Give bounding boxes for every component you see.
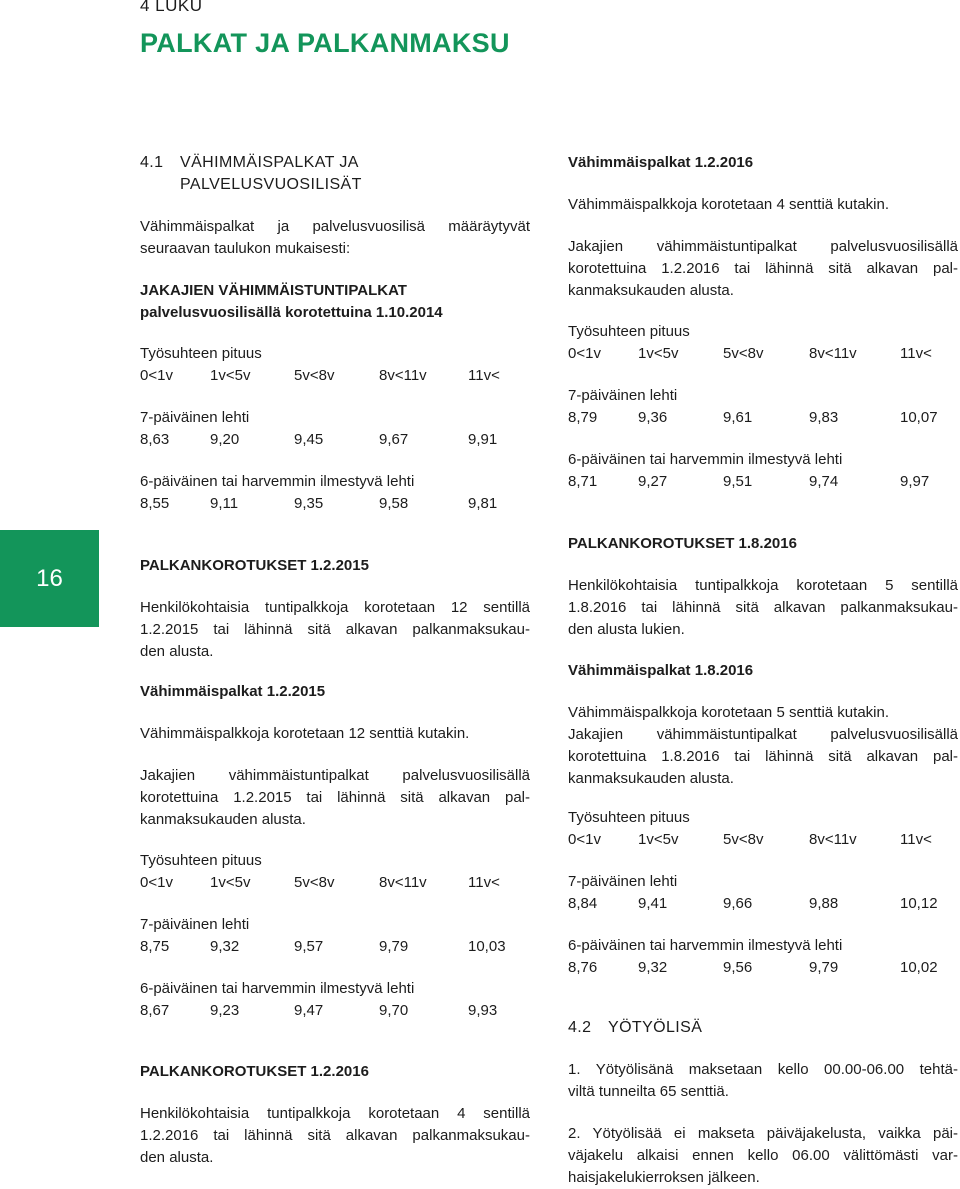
service-length-label: Työsuhteen pituus bbox=[140, 852, 262, 869]
paragraph-line: 1. Yötyölisänä maksetaan kello 00.00-06.00 tehtä- bbox=[568, 1061, 958, 1078]
table-cell: 8,55 bbox=[140, 495, 170, 512]
table-cell: 9,91 bbox=[468, 431, 498, 448]
col-header: 11v< bbox=[468, 874, 500, 891]
table-cell: 9,56 bbox=[723, 959, 753, 976]
service-columns bbox=[140, 872, 506, 894]
table-cell: 8,63 bbox=[140, 431, 170, 448]
service-columns bbox=[568, 343, 938, 365]
table-cell: 8,79 bbox=[568, 409, 598, 426]
table-cell: 9,36 bbox=[638, 409, 668, 426]
col-header: 1v<5v bbox=[638, 831, 679, 848]
table-cell: 10,03 bbox=[468, 938, 506, 955]
min-2015-heading: Vähimmäispalkat 1.2.2015 bbox=[140, 683, 326, 700]
table-2014-heading bbox=[140, 280, 530, 324]
raise-2016-aug-section bbox=[568, 533, 958, 641]
paragraph-line: Henkilökohtaisia tuntipalkkoja korotetaan 12 sentillä bbox=[140, 599, 530, 616]
col-header: 0<1v bbox=[140, 367, 173, 384]
table-cell: 9,70 bbox=[379, 1002, 409, 1019]
table-cell: 9,23 bbox=[210, 1002, 240, 1019]
col-header: 11v< bbox=[900, 831, 932, 848]
table-cell: 9,47 bbox=[294, 1002, 324, 1019]
section-number: 4.2 bbox=[568, 1019, 592, 1036]
table-cell: 9,51 bbox=[723, 473, 753, 490]
col-header: 11v< bbox=[900, 345, 932, 362]
row-label-6day: 6-päiväinen tai harvemmin ilmestyvä lehti bbox=[568, 937, 843, 954]
table-subheading: palvelusvuosilisällä korotettuina 1.10.2014 bbox=[140, 304, 443, 321]
paragraph-line: Henkilökohtaisia tuntipalkkoja korotetaan 5 sentillä bbox=[568, 577, 958, 594]
paragraph-line: 1.2.2015 tai lähinnä sitä alkavan palkanmaksukau- bbox=[140, 621, 530, 638]
service-columns bbox=[568, 829, 938, 851]
paragraph-line: haisjakelukierroksen jälkeen. bbox=[568, 1169, 760, 1186]
table-cell: 10,02 bbox=[900, 959, 938, 976]
paragraph-line: den alusta. bbox=[140, 643, 214, 660]
table-cell: 9,58 bbox=[379, 495, 409, 512]
table-cell: 8,76 bbox=[568, 959, 598, 976]
paragraph-line: Jakajien vähimmäistuntipalkat palvelusvuosilisällä bbox=[568, 726, 958, 743]
table-row-6day bbox=[568, 471, 938, 493]
row-label-6day: 6-päiväinen tai harvemmin ilmestyvä lehti bbox=[568, 451, 843, 468]
table-row-7day bbox=[140, 429, 500, 451]
table-cell: 8,75 bbox=[140, 938, 170, 955]
paragraph-line: Jakajien vähimmäistuntipalkat palvelusvuosilisällä bbox=[140, 767, 530, 784]
section-4-1-title bbox=[140, 152, 530, 196]
section-title-line1: VÄHIMMÄISPALKAT JA bbox=[180, 154, 359, 171]
table-row-7day bbox=[568, 893, 938, 915]
table-cell: 9,41 bbox=[638, 895, 668, 912]
paragraph-line: Henkilökohtaisia tuntipalkkoja korotetaan 4 sentillä bbox=[140, 1105, 530, 1122]
col-header: 5v<8v bbox=[294, 874, 335, 891]
paragraph-line: Vähimmäispalkkoja korotetaan 5 senttiä kutakin. bbox=[568, 704, 890, 721]
paragraph-line: 1.2.2016 tai lähinnä sitä alkavan palkanmaksukau- bbox=[140, 1127, 530, 1144]
raise-2015-heading: PALKANKOROTUKSET 1.2.2015 bbox=[140, 557, 369, 574]
intro-line: seuraavan taulukon mukaisesti: bbox=[140, 240, 351, 257]
paragraph-line: Vähimmäispalkkoja korotetaan 4 senttiä kutakin. bbox=[568, 196, 890, 213]
table-cell: 9,97 bbox=[900, 473, 930, 490]
table-cell: 9,20 bbox=[210, 431, 240, 448]
min-2016-feb-heading: Vähimmäispalkat 1.2.2016 bbox=[568, 154, 754, 171]
table-cell: 9,79 bbox=[379, 938, 409, 955]
col-header: 1v<5v bbox=[210, 367, 251, 384]
wage-table-2014 bbox=[140, 343, 500, 515]
wage-table-2016-aug bbox=[568, 807, 938, 979]
table-cell: 9,93 bbox=[468, 1002, 498, 1019]
section-4-1-intro bbox=[140, 216, 530, 260]
col-header: 11v< bbox=[468, 367, 500, 384]
row-label-6day: 6-päiväinen tai harvemmin ilmestyvä lehti bbox=[140, 980, 415, 997]
table-cell: 9,88 bbox=[809, 895, 839, 912]
section-title-line2: PALVELUSVUOSILISÄT bbox=[180, 176, 362, 193]
table-cell: 9,81 bbox=[468, 495, 498, 512]
raise-2016-aug-heading: PALKANKOROTUKSET 1.8.2016 bbox=[568, 535, 797, 552]
paragraph-line: korotettuina 1.8.2016 tai lähinnä sitä alkavan pal- bbox=[568, 748, 958, 765]
paragraph-line: den alusta. bbox=[140, 1149, 214, 1166]
section-4-2-title bbox=[568, 1017, 958, 1039]
raise-2015-section bbox=[140, 555, 530, 663]
min-2016-aug-section bbox=[568, 660, 958, 790]
table-cell: 10,07 bbox=[900, 409, 938, 426]
table-cell: 9,74 bbox=[809, 473, 839, 490]
table-cell: 9,79 bbox=[809, 959, 839, 976]
paragraph-line: kanmaksukauden alusta. bbox=[568, 282, 734, 299]
table-cell: 8,84 bbox=[568, 895, 598, 912]
paragraph-line: korotettuina 1.2.2016 tai lähinnä sitä alkavan pal- bbox=[568, 260, 958, 277]
col-header: 1v<5v bbox=[210, 874, 251, 891]
row-label-7day: 7-päiväinen lehti bbox=[568, 387, 678, 404]
paragraph-line: den alusta lukien. bbox=[568, 621, 685, 638]
chapter-label: 4 LUKU bbox=[140, 0, 203, 15]
row-label-7day: 7-päiväinen lehti bbox=[140, 409, 250, 426]
wage-table-2016-feb bbox=[568, 321, 938, 493]
col-header: 8v<11v bbox=[379, 874, 427, 891]
wage-table-2015 bbox=[140, 850, 506, 1022]
table-cell: 9,61 bbox=[723, 409, 753, 426]
table-heading: JAKAJIEN VÄHIMMÄISTUNTIPALKAT bbox=[140, 282, 407, 299]
col-header: 0<1v bbox=[140, 874, 173, 891]
table-cell: 9,27 bbox=[638, 473, 668, 490]
paragraph-line: kanmaksukauden alusta. bbox=[140, 811, 306, 828]
raise-2016-feb-section bbox=[140, 1061, 530, 1169]
service-length-label: Työsuhteen pituus bbox=[568, 809, 690, 826]
table-cell: 9,32 bbox=[638, 959, 668, 976]
table-cell: 9,11 bbox=[210, 495, 239, 512]
col-header: 5v<8v bbox=[723, 831, 764, 848]
col-header: 5v<8v bbox=[294, 367, 335, 384]
section-title-text: YÖTYÖLISÄ bbox=[608, 1019, 703, 1036]
col-header: 0<1v bbox=[568, 831, 601, 848]
col-header: 8v<11v bbox=[809, 831, 857, 848]
table-cell: 9,35 bbox=[294, 495, 324, 512]
col-header: 5v<8v bbox=[723, 345, 764, 362]
col-header: 1v<5v bbox=[638, 345, 679, 362]
paragraph-line: Jakajien vähimmäistuntipalkat palvelusvuosilisällä bbox=[568, 238, 958, 255]
table-cell: 9,66 bbox=[723, 895, 753, 912]
table-row-6day bbox=[140, 1000, 506, 1022]
section-number: 4.1 bbox=[140, 154, 164, 171]
section-4-1 bbox=[140, 152, 530, 196]
table-cell: 9,83 bbox=[809, 409, 839, 426]
paragraph-line: Vähimmäispalkkoja korotetaan 12 senttiä kutakin. bbox=[140, 725, 470, 742]
paragraph-line: korotettuina 1.2.2015 tai lähinnä sitä alkavan pal- bbox=[140, 789, 530, 806]
service-length-label: Työsuhteen pituus bbox=[140, 345, 262, 362]
service-length-label: Työsuhteen pituus bbox=[568, 323, 690, 340]
col-header: 8v<11v bbox=[379, 367, 427, 384]
raise-2016-feb-heading: PALKANKOROTUKSET 1.2.2016 bbox=[140, 1063, 369, 1080]
paragraph-line: viltä tunneilta 65 senttiä. bbox=[568, 1083, 729, 1100]
table-cell: 9,45 bbox=[294, 431, 324, 448]
table-row-7day bbox=[568, 407, 938, 429]
table-cell: 8,71 bbox=[568, 473, 598, 490]
row-label-7day: 7-päiväinen lehti bbox=[568, 873, 678, 890]
section-4-2 bbox=[568, 1017, 958, 1189]
paragraph-line: kanmaksukauden alusta. bbox=[568, 770, 734, 787]
page-title: PALKAT JA PALKANMAKSU bbox=[140, 28, 510, 58]
table-row-6day bbox=[140, 493, 500, 515]
table-cell: 9,57 bbox=[294, 938, 324, 955]
paragraph-line: 1.8.2016 tai lähinnä sitä alkavan palkanmaksukau- bbox=[568, 599, 958, 616]
col-header: 0<1v bbox=[568, 345, 601, 362]
table-cell: 10,12 bbox=[900, 895, 938, 912]
table-cell: 9,32 bbox=[210, 938, 240, 955]
paragraph-line: väjakelu alkaisi ennen kello 06.00 välittömästi var- bbox=[568, 1147, 958, 1164]
table-cell: 8,67 bbox=[140, 1002, 170, 1019]
paragraph-line: 2. Yötyölisää ei makseta päiväjakelusta, vaikka päi- bbox=[568, 1125, 958, 1142]
row-label-6day: 6-päiväinen tai harvemmin ilmestyvä lehti bbox=[140, 473, 415, 490]
col-header: 8v<11v bbox=[809, 345, 857, 362]
min-2016-feb-section bbox=[568, 152, 958, 302]
service-columns bbox=[140, 365, 500, 387]
min-2016-aug-heading: Vähimmäispalkat 1.8.2016 bbox=[568, 662, 754, 679]
table-row-6day bbox=[568, 957, 938, 979]
table-row-7day bbox=[140, 936, 506, 958]
intro-line: Vähimmäispalkat ja palvelusvuosilisä määräytyvät bbox=[140, 218, 530, 235]
page-number-badge: 16 bbox=[0, 530, 99, 627]
table-cell: 9,67 bbox=[379, 431, 409, 448]
row-label-7day: 7-päiväinen lehti bbox=[140, 916, 250, 933]
min-2015-section bbox=[140, 681, 530, 831]
